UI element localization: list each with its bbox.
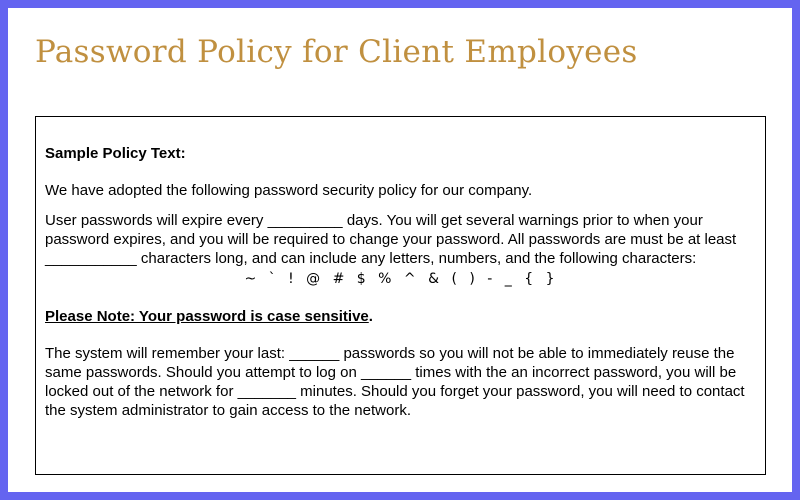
note-label: Please Note: Your password is case sensitive [45,308,369,325]
lockout-paragraph: The system will remember your last: ______ passwords so you will not be able to immediately reuse the same passwords. Should you attempt to log on ______ times with the an incorrect password, you will be locked out of the network for _______ minutes. Should you forget your password, you will need to contact the system administrator to gain access to the network. [45,345,745,419]
note-period: . [368,308,373,325]
policy-text-box [35,116,766,475]
special-characters: ~ ` ! @ # $ % ^ & ( ) - _ { } [244,271,557,287]
page-title: Password Policy for Client Employees [35,34,638,70]
case-sensitive-note [45,307,756,326]
policy-intro: We have adopted the following password security policy for our company. [45,182,533,199]
policy-heading: Sample Policy Text: [45,145,186,162]
document-page [8,8,792,492]
expiry-paragraph: User passwords will expire every _________ days. You will get several warnings prior to when your password expires, and you will be required to change your password. All passwords are must be at least ___________ characters long, and can include any letters, numbers, and the following characters: [45,212,737,267]
